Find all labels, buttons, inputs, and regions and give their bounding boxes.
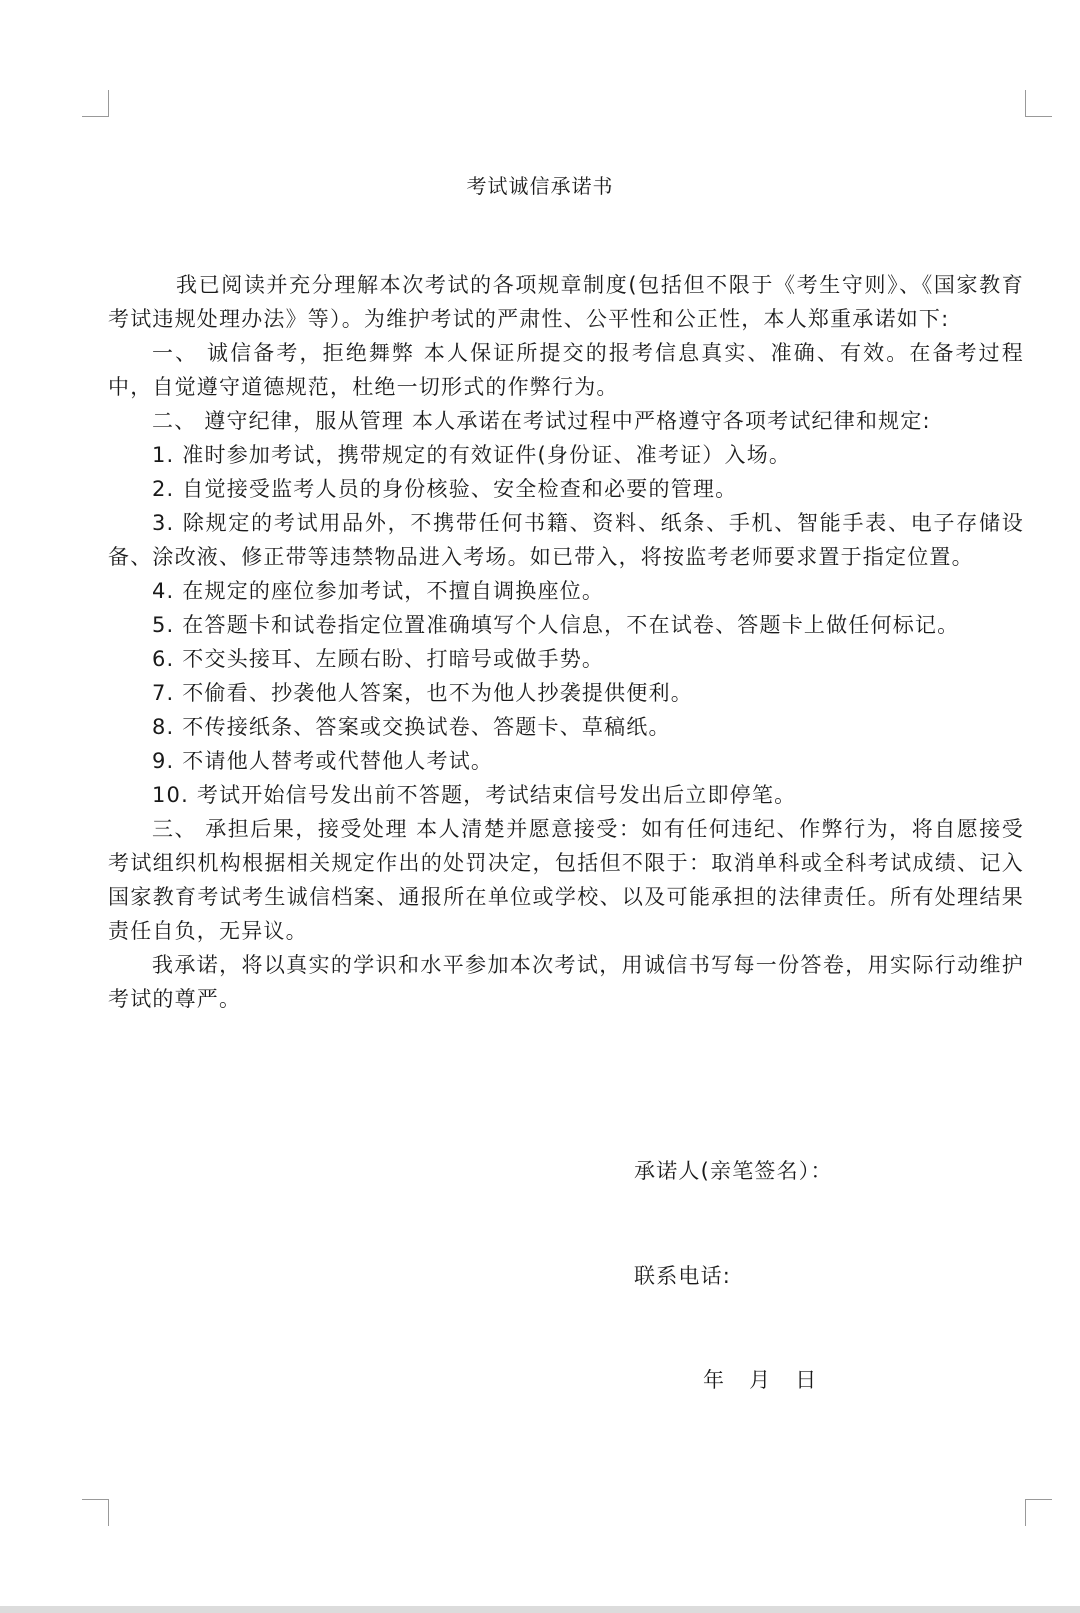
margin-corner-mark — [82, 1499, 109, 1526]
rule-item: 5. 在答题卡和试卷指定位置准确填写个人信息，不在试卷、答题卡上做任何标记。 — [152, 613, 960, 637]
document-body — [108, 268, 1024, 1016]
closing-paragraph: 我承诺，将以真实的学识和水平参加本次考试，用诚信书写每一份答卷，用实际行动维护考试的尊严。 — [108, 953, 1024, 1011]
date-day-label: 日 — [795, 1368, 818, 1392]
date-month-label: 月 — [749, 1368, 772, 1392]
rule-item: 3. 除规定的考试用品外，不携带任何书籍、资料、纸条、手机、智能手表、电子存储设备、涂改液、修正带等违禁物品进入考场。如已带入，将按监考老师要求置于指定位置。 — [108, 511, 1024, 569]
rule-item: 7. 不偷看、抄袭他人答案，也不为他人抄袭提供便利。 — [152, 681, 693, 705]
page-bottom-edge — [0, 1606, 1080, 1613]
margin-corner-mark — [82, 90, 109, 117]
rule-item: 1. 准时参加考试，携带规定的有效证件(身份证、准考证）入场。 — [152, 443, 792, 467]
rule-item: 8. 不传接纸条、答案或交换试卷、答题卡、草稿纸。 — [152, 715, 671, 739]
signature-label: 承诺人(亲笔签名）： — [634, 1159, 833, 1183]
intro-paragraph: 我已阅读并充分理解本次考试的各项规章制度(包括但不限于《考生守则》、《国家教育考试违规处理办法》等）。为维护考试的严肃性、公平性和公正性，本人郑重承诺如下: — [108, 273, 1024, 331]
section-2: 二、 遵守纪律，服从管理 本人承诺在考试过程中严格遵守各项考试纪律和规定: — [152, 409, 931, 433]
date-year-label: 年 — [703, 1368, 726, 1392]
rule-item: 2. 自觉接受监考人员的身份核验、安全检查和必要的管理。 — [152, 477, 738, 501]
section-1: 一、 诚信备考，拒绝舞弊 本人保证所提交的报考信息真实、准确、有效。在备考过程中，自觉遵守道德规范，杜绝一切形式的作弊行为。 — [108, 341, 1024, 399]
rule-item: 10. 考试开始信号发出前不答题，考试结束信号发出后立即停笔。 — [152, 783, 797, 807]
section-3: 三、 承担后果，接受处理 本人清楚并愿意接受：如有任何违纪、作弊行为，将自愿接受考试组织机构根据相关规定作出的处罚决定，包括但不限于：取消单科或全科考试成绩、记入国家教育考试考生诚信档案、通报所在单位或学校、以及可能承担的法律责任。所有处理结果责任自负，无异议。 — [108, 817, 1024, 943]
rule-item: 9. 不请他人替考或代替他人考试。 — [152, 749, 494, 773]
phone-label: 联系电话: — [634, 1264, 732, 1288]
date-line — [703, 1364, 817, 1394]
document-title: 考试诚信承诺书 — [466, 174, 614, 198]
margin-corner-mark — [1025, 1499, 1052, 1526]
rule-item: 6. 不交头接耳、左顾右盼、打暗号或做手势。 — [152, 647, 605, 671]
rule-item: 4. 在规定的座位参加考试，不擅自调换座位。 — [152, 579, 605, 603]
margin-corner-mark — [1025, 90, 1052, 117]
